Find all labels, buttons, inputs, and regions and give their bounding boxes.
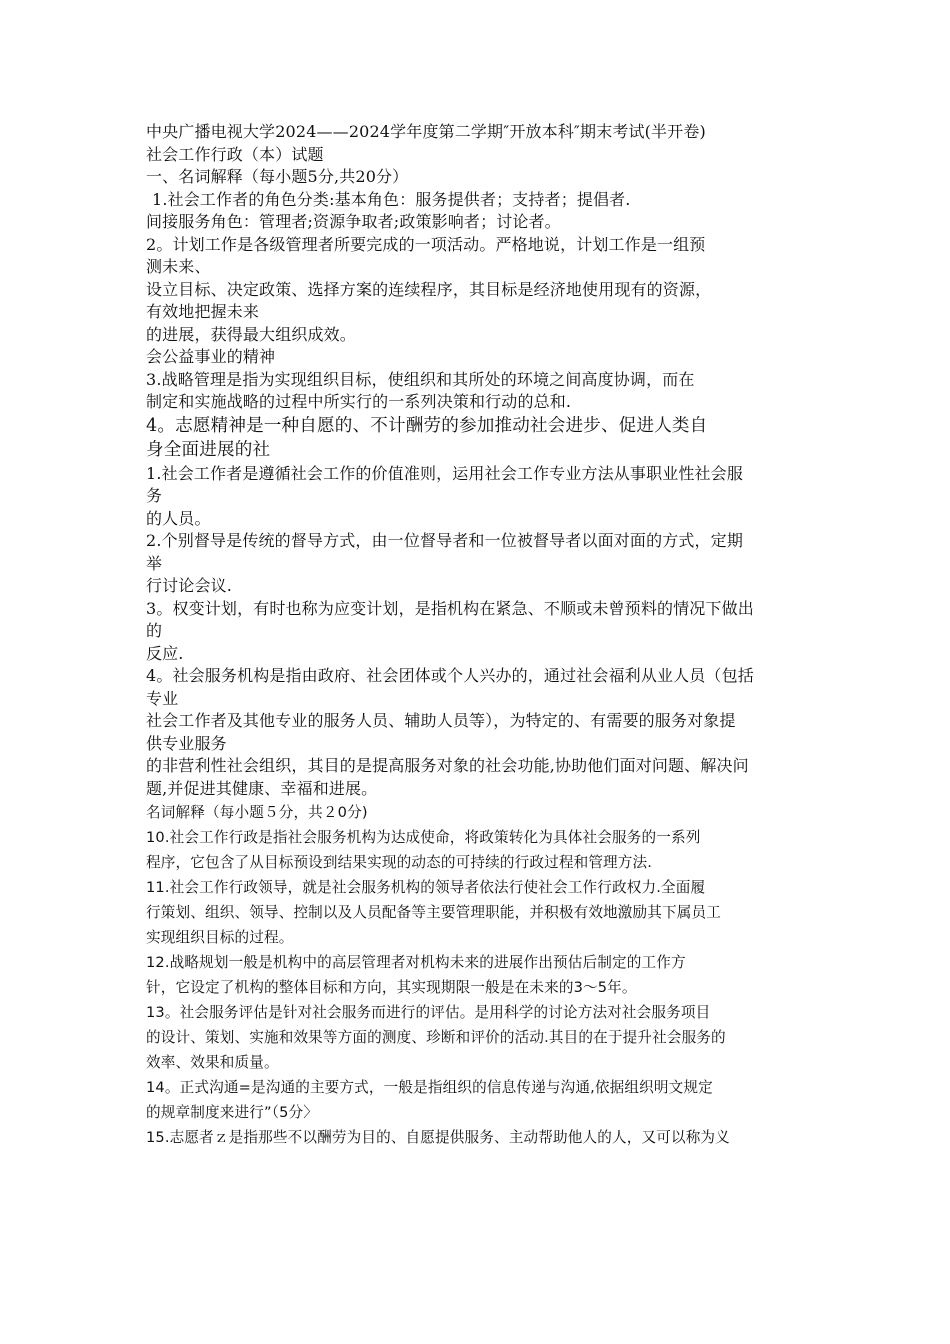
section-heading: 名词解释（每小题５分，共２0分)	[146, 804, 368, 821]
text-line: 行讨论会议.	[146, 576, 232, 595]
text-line: 2。计划工作是各级管理者所要完成的一项活动。严格地说，计划工作是一组预	[146, 234, 706, 254]
text-line: 1.社会工作者是遵循社会工作的价值准则，运用社会工作专业方法从事职业性社会服	[146, 463, 743, 483]
text-line: 3。权变计划，有时也称为应变计划，是指机构在紧急、不顺或未曾预料的情况下做出	[146, 598, 754, 618]
section-heading: 一、名词解释（每小题5分,共20分）	[146, 167, 409, 186]
text-line: 13。社会服务评估是针对社会服务而进行的评估。是用科学的讨论方法对社会服务项目	[146, 1004, 711, 1021]
text-line: 的人员。	[146, 508, 211, 528]
text-line: 的非营利性社会组织，其目的是提高服务对象的社会功能,协助他们面对问题、解决问	[146, 756, 749, 775]
text-line: 程序，它包含了从目标预设到结果实现的动态的可持续的行政过程和管理方法.	[146, 854, 653, 871]
text-line: 行策划、组织、领导、控制以及人员配备等主要管理职能，并积极有效地激励其下属员工	[146, 904, 722, 921]
document-subtitle: 社会工作行政（本）试题	[146, 144, 324, 164]
text-line: 3.战略管理是指为实现组织目标，使组织和其所处的环境之间高度协调，而在	[146, 369, 695, 389]
text-line: 题,并促进其健康、幸福和进展。	[146, 778, 378, 798]
text-line: 务	[146, 486, 163, 505]
text-line: 反应.	[146, 643, 184, 663]
document-page	[146, 121, 810, 1150]
text-line: 15.志愿者ｚ是指那些不以酬劳为目的、自愿提供服务、主动帮助他人的人，又可以称为义	[146, 1129, 730, 1146]
text-line: 的进展，获得最大组织成效。	[146, 324, 356, 344]
text-line: 测未来、	[146, 257, 211, 276]
text-line: 实现组织目标的过程。	[146, 929, 294, 946]
text-line: 举	[146, 553, 163, 573]
text-line: 身全面进展的社	[146, 440, 271, 460]
text-line: 间接服务角色：管理者;资源争取者;政策影响者；讨论者。	[146, 212, 561, 231]
text-line: 效率、效果和质量。	[146, 1054, 279, 1071]
text-line: 10.社会工作行政是指社会服务机构为达成使命，将政策转化为具体社会服务的一系列	[146, 829, 701, 846]
text-line: 专业	[146, 688, 179, 708]
text-line: 供专业服务	[146, 733, 227, 753]
text-line: 会公益事业的精神	[146, 347, 276, 366]
text-line: 的规章制度来进行”（5分〉	[146, 1104, 319, 1121]
text-line: 4。志愿精神是一种自愿的、不计酬劳的参加推动社会进步、促进人类自	[146, 415, 708, 436]
text-line: 1.社会工作者的角色分类:基本角色：服务提供者；支持者；提倡者.	[152, 189, 631, 209]
text-line: 有效地把握未来	[146, 302, 260, 321]
text-line: 针，它设定了机构的整体目标和方向，其实现期限一般是在未来的3～5年。	[146, 979, 637, 996]
text-line: 12.战略规划一般是机构中的高层管理者对机构未来的进展作出预估后制定的工作方	[146, 954, 686, 971]
document-title: 中央广播电视大学2024——2024学年度第二学期″开放本科″期末考试(半开卷)	[146, 122, 706, 141]
text-line: 4。社会服务机构是指由政府、社会团体或个人兴办的，通过社会福利从业人员（包括	[146, 666, 754, 685]
text-line: 的	[146, 621, 163, 640]
text-line: 社会工作者及其他专业的服务人员、辅助人员等），为特定的、有需要的服务对象提	[146, 711, 736, 730]
text-line: 的设计、策划、实施和效果等方面的测度、珍断和评价的活动.其目的在于提升社会服务的	[146, 1029, 726, 1046]
text-line: 制定和实施战略的过程中所实行的一系列决策和行动的总和.	[146, 392, 572, 411]
text-line: 2.个别督导是传统的督导方式，由一位督导者和一位被督导者以面对面的方式，定期	[146, 531, 743, 550]
text-line: 设立目标、决定政策、选择方案的连续程序，其目标是经济地使用现有的资源，	[146, 279, 712, 299]
text-line: 14。正式沟通=是沟通的主要方式，一般是指组织的信息传递与沟通,依据组织明文规定	[146, 1079, 713, 1096]
text-line: 11.社会工作行政领导，就是社会服务机构的领导者依法行使社会工作行政权力.全面履	[146, 879, 706, 896]
